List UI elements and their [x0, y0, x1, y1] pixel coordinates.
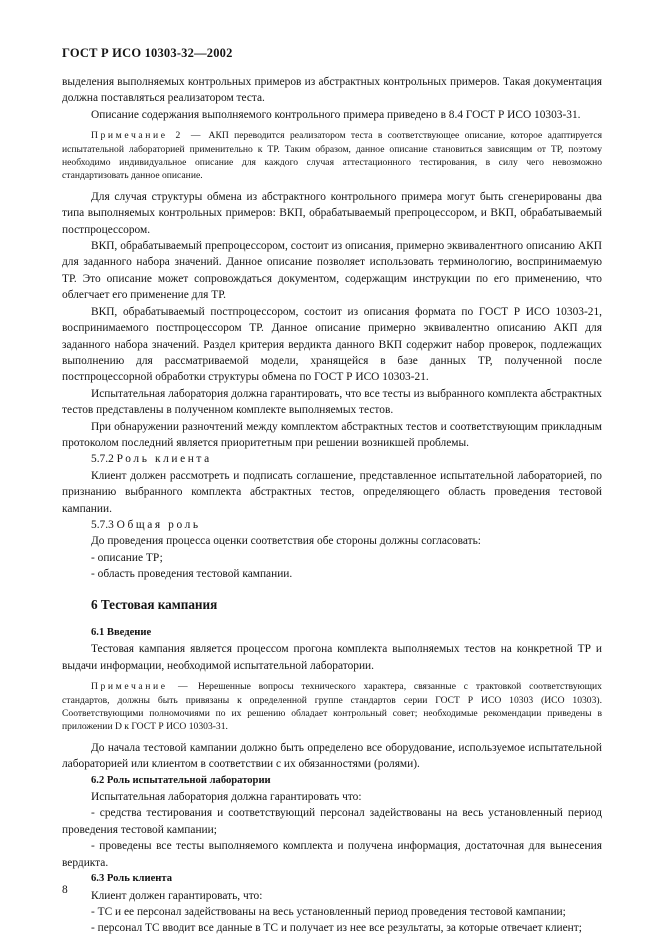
note	[62, 680, 602, 734]
paragraph: При обнаружении разночтений между комплектом абстрактных тестов и соответствующим прикладным протоколом последний является приоритетным при решении возникшей проблемы.	[62, 420, 602, 449]
paragraph: До начала тестовой кампании должно быть определено все оборудование, используемое испытательной лабораторией или клиентом в соответствии с их обязанностями (ролями).	[62, 741, 602, 771]
subsection-number: 5.7.2	[91, 453, 114, 466]
note-label: Примечание 2 —	[91, 130, 204, 142]
subsection-heading-6-1: 6.1 Введение	[91, 627, 152, 638]
subsection-heading-6-3: 6.3 Роль клиента	[91, 873, 173, 885]
note-text: Нерешенные вопросы технического характера, связанные с трактовкой соответствующих стандартов, должны быть привязаны к определенной группе стандартов серии ГОСТ Р ИСО 10303 (ИСО 10303). Соответствующими полномочиями по их решению обладает контрольный совет; необходимые рекомендации приведены в приложении D к ГОСТ Р ИСО 10303-31.	[62, 681, 602, 733]
subsection-title: Общая роль	[116, 518, 201, 531]
paragraph: Испытательная лаборатория должна гарантировать что:	[91, 791, 362, 804]
note-text: АКП переводится реализатором теста в соответствующее описание, которое адаптируется испытательной лабораторией применительно к ТР. Таким образом, данное описание становиться зависящим от ТР, поэтому необходимо индивидуальное описание для каждого случая аттестационного тестирования, в силу чего невозможно стандартизовать данное описание.	[62, 130, 602, 182]
list-item: - проведены все тесты выполняемого комплекта и получена информация, достаточная для вынесения вердикта.	[62, 840, 602, 869]
paragraph: выделения выполняемых контрольных примеров из абстрактных контрольных примеров. Такая документация должна поставляться реализатором теста.	[62, 76, 602, 105]
page-header: ГОСТ Р ИСО 10303-32—2002	[62, 46, 233, 60]
paragraph: Описание содержания выполняемого контрольного примера приведено в 8.4 ГОСТ Р ИСО 10303-31.	[91, 108, 581, 121]
section-heading-6: 6 Тестовая кампания	[91, 596, 218, 612]
list-item: - описание ТР;	[91, 551, 163, 564]
paragraph: Тестовая кампания является процессом прогона комплекта выполняемых тестов на конкретной ТР и выдачи информации, необходимой испытательной лаборатории.	[62, 643, 602, 672]
page-content	[62, 74, 602, 937]
paragraph: ВКП, обрабатываемый препроцессором, состоит из описания, примерно эквивалентного описанию АКП для заданного набора значений. Данное описание позволяет использовать терминологию, воспринимаемую ТР. Это описание может сопровождаться документом, содержащим инструкции по его применению, что облегчает его применение для ТР.	[62, 240, 602, 302]
paragraph: Для случая структуры обмена из абстрактного контрольного примера могут быть сгенерированы два типа выполняемых контрольных примеров: ВКП, обрабатываемый препроцессором, и ВКП, обрабатываемый постпроцессором.	[62, 190, 602, 236]
subsection-heading-6-2: 6.2 Роль испытательной лаборатории	[91, 774, 271, 786]
page-number: 8	[62, 884, 68, 896]
subsection-title: Роль клиента	[116, 453, 212, 466]
list-item: - область проведения тестовой кампании.	[91, 568, 293, 581]
list-item: - ТС и ее персонал задействованы на весь установленный период проведения тестовой кампании;	[91, 905, 566, 918]
subsection-5-7-3	[62, 517, 602, 533]
note-2	[62, 129, 602, 183]
list-item: - персонал ТС вводит все данные в ТС и получает из нее все результаты, за которые отвечает клиент;	[91, 922, 582, 935]
subsection-5-7-2	[62, 451, 602, 467]
paragraph: Клиент должен рассмотреть и подписать соглашение, представленное испытательной лабораторией, по признанию выбранного комплекта абстрактных тестов, определяющего область проведения тестовой кампании.	[62, 469, 602, 515]
subsection-number: 5.7.3	[91, 518, 114, 531]
paragraph: Испытательная лаборатория должна гарантировать, что все тесты из выбранного комплекта абстрактных тестов представлены в полученном комплекте выполняемых тестов.	[62, 387, 602, 417]
paragraph: До проведения процесса оценки соответствия обе стороны должны согласовать:	[91, 535, 481, 548]
paragraph: ВКП, обрабатываемый постпроцессором, состоит из описания формата по ГОСТ Р ИСО 10303-21, воспринимаемого постпроцессором ТР. Данное описание примерно эквивалентно описанию АКП для заданного набора значений. Раздел критерия вердикта данного ВКП содержит набор проверок, подлежащих выполнению для рассматриваемой модели, хранящейся в базе данных ТР, полученной после постпроцессорной обработки структуры обмена по ГОСТ Р ИСО 10303-21.	[62, 305, 602, 384]
paragraph: Клиент должен гарантировать, что:	[91, 889, 263, 902]
list-item: - средства тестирования и соответствующий персонал задействованы на весь установленный период проведения тестовой кампании;	[62, 807, 602, 836]
note-label: Примечание —	[91, 681, 191, 693]
